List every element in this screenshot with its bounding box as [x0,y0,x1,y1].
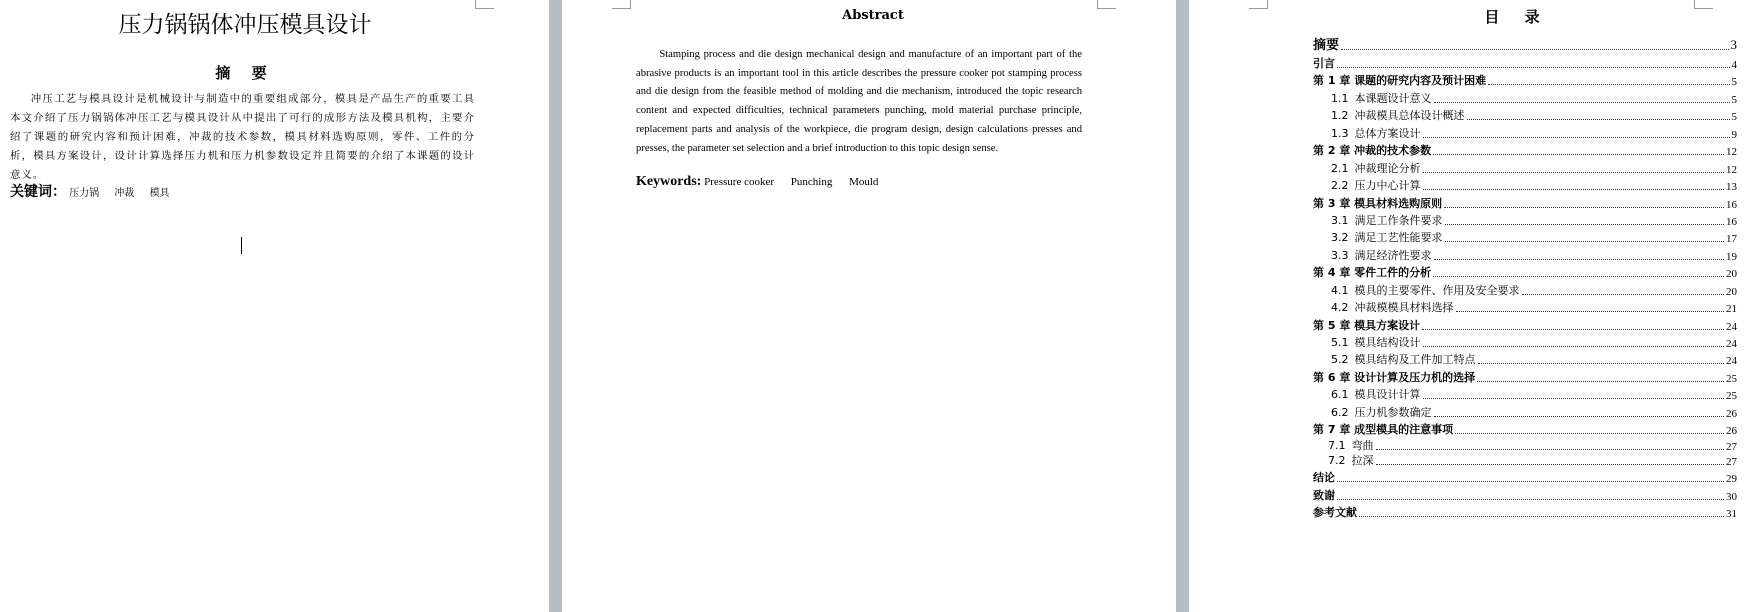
toc-page-number: 24 [1726,355,1737,367]
toc-leader-dots [1433,153,1724,155]
toc-page-number: 26 [1726,408,1737,420]
toc-entry-text: 冲裁模模具材料选择 [1354,301,1454,314]
toc-entry-text: 致谢 [1313,489,1335,502]
keywords-label: Keywords: [636,174,702,189]
toc-entry-number: 3.2 [1331,231,1349,244]
toc-entry-label [1331,125,1421,141]
document-page-table-of-contents[interactable] [1189,0,1759,612]
keyword: 冲裁 [114,188,135,199]
toc-entry-number: 2.2 [1331,179,1349,192]
toc-page-number: 13 [1726,181,1737,193]
toc-entry[interactable] [1331,212,1737,228]
toc-page-number: 5 [1731,76,1737,88]
toc-entry-text: 模具设计计算 [1354,388,1421,401]
toc-entry-text: 第 6 章 设计计算及压力机的选择 [1313,371,1476,384]
toc-page-number: 12 [1726,164,1737,176]
toc-entry[interactable] [1331,247,1737,263]
toc-page-number: 21 [1726,303,1737,315]
toc-entry-text: 模具的主要零件、作用及安全要求 [1354,284,1520,297]
toc-page-number: 24 [1726,321,1737,333]
crop-mark [1694,0,1713,9]
toc-leader-dots [1423,171,1725,173]
toc-leader-dots [1455,432,1724,434]
toc-page-number: 12 [1726,146,1737,158]
toc-leader-dots [1488,83,1729,85]
toc-leader-dots [1445,223,1725,225]
toc-entry[interactable] [1331,299,1737,315]
toc-entry-label [1313,264,1431,280]
toc-entry[interactable] [1331,107,1737,123]
toc-leader-dots [1337,498,1724,500]
toc-entry[interactable] [1313,264,1737,280]
toc-entry[interactable] [1331,351,1737,367]
toc-page-number: 16 [1726,199,1737,211]
toc-page-number: 24 [1726,338,1737,350]
toc-entry-label [1331,229,1443,245]
toc-entry[interactable] [1331,282,1737,298]
toc-entry-number: 3.1 [1331,214,1349,227]
toc-entry-text: 模具结构设计 [1354,336,1421,349]
toc-entry[interactable] [1313,369,1737,385]
toc-entry[interactable] [1313,55,1737,71]
toc-entry-label [1313,469,1335,485]
toc-leader-dots [1337,66,1730,68]
crop-mark [1249,0,1268,9]
abstract-heading: 摘 要 [215,64,275,82]
toc-page-number: 30 [1726,491,1737,503]
toc-entry-label [1331,177,1421,193]
toc-entry-number: 2.1 [1331,162,1349,175]
toc-entry-label [1313,72,1486,88]
toc-entry-number: 4.2 [1331,301,1349,314]
toc-entry-text: 第 3 章 模具材料选购原则 [1313,197,1443,210]
toc-page-number: 26 [1726,425,1737,437]
toc-entry-label [1313,34,1339,53]
toc-entry[interactable] [1313,421,1737,437]
toc-entry-number: 3.3 [1331,249,1349,262]
toc-entry-text: 总体方案设计 [1354,127,1421,140]
toc-page-number: 25 [1726,390,1737,402]
toc-entry-text: 压力中心计算 [1354,179,1421,192]
keyword: 模具 [149,188,170,199]
toc-entry-text: 压力机参数确定 [1354,406,1432,419]
abstract-paragraph: 冲压工艺与模具设计是机械设计与制造中的重要组成部分，模具是产品生产的重要工具本文介绍了压力锅锅体冲压工艺与模具设计从中提出了可行的成形方法及模具机构，主要介绍了课题的研究内容和预计困难，冲裁的技术参数，模具材料选购原则，零件、工件的分析，模具方案设计，设计计算选择压力机和压力机参数设定并且简要的介绍了本课题的设计意义。 [10,93,475,181]
toc-entry-label [1331,90,1432,106]
toc-entry-number: 5.1 [1331,336,1349,349]
toc-page-number: 27 [1726,456,1737,468]
keyword: Mould [849,176,879,188]
keywords-line [10,181,182,201]
toc-entry-number: 1.1 [1331,92,1349,105]
toc-entry-label [1331,404,1432,420]
toc-leader-dots [1477,380,1724,382]
toc-entry-text: 第 4 章 零件工件的分析 [1313,266,1432,279]
toc-leader-dots [1433,275,1724,277]
toc-entry-label [1313,369,1475,385]
toc-entry-text: 满足工作条件要求 [1354,214,1443,227]
toc-entry-text: 模具结构及工件加工特点 [1354,353,1476,366]
toc-page-number: 20 [1726,268,1737,280]
keywords-label: 关键词： [10,184,66,200]
toc-entry[interactable] [1313,142,1737,158]
toc-leader-dots [1376,463,1725,465]
toc-leader-dots [1434,258,1725,260]
toc-entry[interactable] [1313,317,1737,333]
toc-page-number: 27 [1726,441,1737,453]
toc-entry-text: 参考文献 [1313,506,1357,519]
toc-entry-label [1313,487,1335,503]
toc-entry-label [1331,351,1476,367]
toc-entry[interactable] [1313,487,1737,503]
toc-leader-dots [1423,188,1725,190]
toc-leader-dots [1337,480,1724,482]
toc-entry-label [1313,421,1453,437]
toc-entry-label [1313,504,1357,520]
toc-entry-label [1313,142,1431,158]
toc-entry-text: 引言 [1313,57,1335,70]
document-page-chinese-abstract[interactable] [0,0,549,612]
toc-entry[interactable] [1331,90,1737,106]
toc-entry[interactable] [1313,72,1737,88]
toc-page-number: 9 [1731,129,1737,141]
abstract-heading: Abstract [842,8,904,23]
toc-entry[interactable] [1331,125,1737,141]
toc-entry-text: 结论 [1313,471,1335,484]
toc-entry-text: 第 7 章 成型模具的注意事项 [1313,423,1454,436]
toc-entry-text: 拉深 [1351,454,1374,467]
toc-entry-number: 1.2 [1331,109,1349,122]
toc-leader-dots [1423,397,1725,399]
toc-leader-dots [1341,48,1728,50]
toc-entry-label [1331,107,1465,123]
toc-page-number: 19 [1726,251,1737,263]
toc-leader-dots [1445,240,1725,242]
toc-entry-label [1331,299,1454,315]
toc-entry-text: 第 2 章 冲裁的技术参数 [1313,144,1432,157]
toc-leader-dots [1522,293,1725,295]
toc-page-number: 17 [1726,233,1737,245]
document-page-english-abstract[interactable] [562,0,1176,612]
toc-entry-number: 1.3 [1331,127,1349,140]
toc-page-number: 5 [1731,111,1737,123]
toc-entry[interactable] [1331,404,1737,420]
toc-leader-dots [1423,136,1730,138]
toc-leader-dots [1434,101,1730,103]
toc-entry-text: 弯曲 [1351,439,1374,452]
toc-entry-text: 第 5 章 模具方案设计 [1313,319,1421,332]
toc-entry-text: 摘要 [1313,38,1340,53]
toc-entry-label [1331,334,1421,350]
toc-leader-dots [1359,515,1724,517]
toc-entry-number: 6.1 [1331,388,1349,401]
toc-entry-text: 本课题设计意义 [1354,92,1432,105]
toc-page-number: 4 [1731,59,1737,71]
toc-entry-label [1331,282,1520,298]
toc-entry[interactable] [1313,504,1737,520]
toc-entry-number: 7.2 [1328,454,1346,467]
toc-leader-dots [1434,415,1725,417]
toc-leader-dots [1376,448,1725,450]
keyword: 压力锅 [69,188,100,199]
toc-entry-number: 5.2 [1331,353,1349,366]
toc-entry-number: 6.2 [1331,406,1349,419]
toc-entry-label [1331,386,1421,402]
toc-entry-label [1331,247,1432,263]
toc-entry[interactable] [1313,469,1737,485]
toc-page-number: 25 [1726,373,1737,385]
toc-entry-label [1313,317,1420,333]
toc-page-number: 29 [1726,473,1737,485]
toc-title: 目 录 [1484,8,1550,26]
toc-entry-number: 7.1 [1328,439,1346,452]
toc-entry[interactable] [1331,160,1737,176]
toc-entry-text: 冲裁理论分析 [1354,162,1421,175]
toc-page-number: 3 [1730,37,1737,52]
toc-leader-dots [1456,310,1725,312]
toc-entry-label [1328,452,1374,468]
toc-leader-dots [1467,118,1730,120]
toc-entry-text: 满足工艺性能要求 [1354,231,1443,244]
toc-entry[interactable] [1331,386,1737,402]
toc-entry[interactable] [1328,452,1737,468]
toc-leader-dots [1478,362,1725,364]
text-cursor [241,237,242,254]
toc-entry-label [1328,437,1374,453]
toc-entry-text: 第 1 章 课题的研究内容及预计困难 [1313,74,1487,87]
toc-entry-number: 4.1 [1331,284,1349,297]
keyword: Punching [790,176,833,188]
toc-entry[interactable] [1331,177,1737,193]
toc-entry[interactable] [1328,437,1737,453]
toc-entry[interactable] [1313,34,1737,53]
toc-entry-label [1313,195,1442,211]
toc-entry[interactable] [1331,229,1737,245]
toc-leader-dots [1422,328,1724,330]
toc-entry-label [1313,55,1335,71]
toc-page-number: 5 [1731,94,1737,106]
toc-entry[interactable] [1331,334,1737,350]
toc-entry-text: 满足经济性要求 [1354,249,1432,262]
toc-entry[interactable] [1313,195,1737,211]
toc-page-number: 31 [1726,508,1737,520]
toc-entry-label [1331,212,1443,228]
toc-leader-dots [1423,345,1725,347]
keywords-line [636,174,892,190]
toc-page-number: 20 [1726,286,1737,298]
toc-entry-text: 冲裁模具总体设计概述 [1354,109,1465,122]
toc-entry-label [1331,160,1421,176]
keyword: Pressure cooker [704,176,775,188]
toc-leader-dots [1444,206,1724,208]
abstract-paragraph: Stamping process and die design mechanical design and manufacture of an important part of the abrasive products is an important tool in this article describes the pressure cooker pot stamping process and die design from the feasible method of molding and die mechanism, introduced the topic research content and expected difficulties, technical parameters punching, mold material purchase principle, replacement parts and analysis of the workpiece, die program design, design calculations presses and presses, the parameter set selection and a brief introduction to this topic design sense. [636,49,1082,154]
toc-page-number: 16 [1726,216,1737,228]
document-title: 压力锅锅体冲压模具设计 [118,12,372,38]
